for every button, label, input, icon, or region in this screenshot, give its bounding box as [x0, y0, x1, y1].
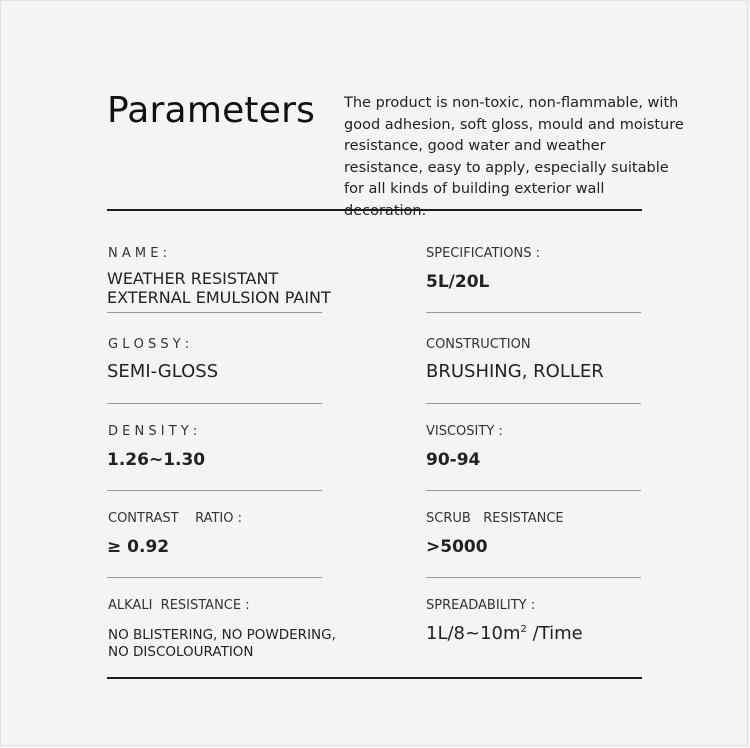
bottom-divider: [107, 677, 642, 679]
viscosity-divider: [426, 490, 641, 491]
construction-divider: [426, 403, 641, 404]
page-title: Parameters: [107, 90, 316, 131]
viscosity-label: VISCOSITY :: [426, 424, 503, 439]
alkali-resistance-value-line2: NO DISCOLOURATION: [108, 644, 254, 660]
construction-label: CONSTRUCTION: [426, 337, 531, 352]
construction-value: BRUSHING, ROLLER: [426, 361, 604, 382]
density-value: 1.26~1.30: [107, 450, 206, 470]
scrub-resistance-divider: [426, 577, 641, 578]
viscosity-value: 90-94: [426, 450, 481, 470]
density-label: D E N S I T Y :: [108, 424, 198, 439]
glossy-value: SEMI-GLOSS: [107, 361, 219, 382]
product-description: The product is non-toxic, non-flammable, with good adhesion, soft gloss, mould and moisture resistance, good water and weather resistance, easy to apply, especially suitable for all kinds of building exterior wall: [344, 95, 684, 197]
density-divider: [107, 490, 322, 491]
glossy-divider: [107, 403, 322, 404]
top-divider: [107, 209, 642, 211]
spreadability-value-prefix: 1L/8~10m: [426, 623, 521, 644]
specifications-value: 5L/20L: [426, 272, 490, 292]
specifications-divider: [426, 312, 641, 313]
name-value-line2: EXTERNAL EMULSION PAINT: [107, 288, 331, 307]
contrast-ratio-divider: [107, 577, 322, 578]
spreadability-label: SPREADABILITY :: [426, 598, 536, 613]
spreadability-value-suffix: /Time: [526, 623, 583, 644]
contrast-ratio-value: ≥ 0.92: [107, 537, 170, 557]
scrub-resistance-value: >5000: [426, 537, 488, 557]
glossy-label: G L O S S Y :: [108, 337, 190, 352]
alkali-resistance-value-line1: NO BLISTERING, NO POWDERING,: [108, 627, 336, 643]
specifications-label: SPECIFICATIONS :: [426, 246, 540, 261]
spreadability-value-sup: 2: [520, 624, 527, 635]
alkali-resistance-label: ALKALI RESISTANCE :: [108, 598, 250, 613]
name-label: N A M E :: [108, 246, 167, 261]
name-value-line1: WEATHER RESISTANT: [107, 269, 279, 288]
scrub-resistance-label: SCRUB RESISTANCE: [426, 511, 564, 526]
spreadability-value: [426, 623, 583, 644]
name-divider: [107, 312, 322, 313]
contrast-ratio-label: CONTRAST RATIO :: [108, 511, 243, 526]
